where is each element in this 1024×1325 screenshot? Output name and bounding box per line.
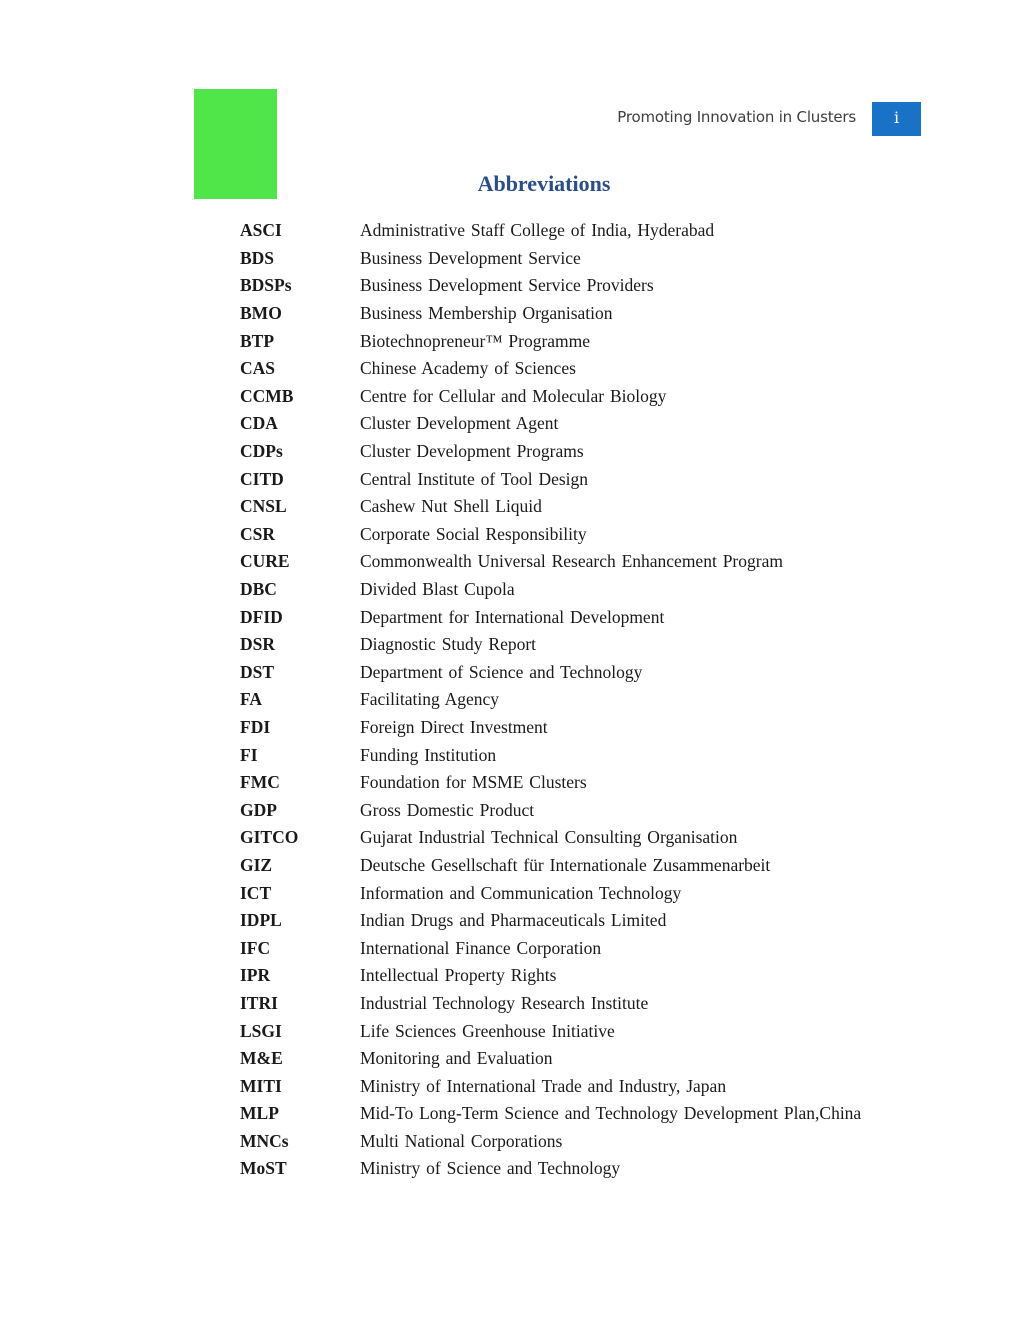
abbreviation-definition: Centre for Cellular and Molecular Biology — [360, 385, 667, 406]
abbreviation-definition: Ministry of International Trade and Industry, Japan — [360, 1075, 727, 1096]
abbreviation-row — [240, 438, 861, 466]
abbreviation-term: DFID — [240, 606, 283, 627]
abbreviation-row — [240, 907, 861, 935]
abbreviation-term: CURE — [240, 551, 290, 572]
abbreviation-term: IPR — [240, 965, 271, 986]
abbreviation-term: CITD — [240, 468, 284, 489]
abbreviation-definition: Department of Science and Technology — [360, 661, 643, 682]
abbreviation-term: DBC — [240, 579, 277, 600]
abbreviation-term: ICT — [240, 882, 272, 903]
abbreviation-row — [240, 521, 861, 549]
abbreviation-term: FI — [240, 744, 258, 765]
abbreviation-term: CSR — [240, 523, 276, 544]
abbreviation-definition: Indian Drugs and Pharmaceuticals Limited — [360, 910, 667, 931]
abbreviation-definition: Mid-To Long-Term Science and Technology Development Plan,China — [360, 1103, 862, 1124]
abbreviation-row — [240, 631, 861, 659]
abbreviation-definition: Information and Communication Technology — [360, 882, 682, 903]
abbreviation-term: ITRI — [240, 992, 278, 1013]
abbreviation-row — [240, 355, 861, 383]
abbreviation-row — [240, 1045, 861, 1073]
abbreviation-row — [240, 217, 861, 245]
abbreviation-definition: Foundation for MSME Clusters — [360, 772, 587, 793]
abbreviation-term: CAS — [240, 358, 276, 379]
abbreviation-term: IFC — [240, 937, 271, 958]
abbreviation-term: BMO — [240, 303, 282, 324]
abbreviation-term: BTP — [240, 330, 275, 351]
abbreviation-definition: Cluster Development Programs — [360, 441, 584, 462]
abbreviation-row — [240, 493, 861, 521]
abbreviation-row — [240, 410, 861, 438]
abbreviation-term: CDPs — [240, 441, 283, 462]
abbreviation-row — [240, 769, 861, 797]
abbreviation-definition: Monitoring and Evaluation — [360, 1048, 553, 1069]
abbreviation-row — [240, 686, 861, 714]
abbreviation-row — [240, 548, 861, 576]
abbreviations-list — [240, 217, 861, 1183]
abbreviation-row — [240, 1100, 861, 1128]
abbreviation-term: FMC — [240, 772, 280, 793]
abbreviation-row — [240, 383, 861, 411]
abbreviation-row — [240, 465, 861, 493]
abbreviation-definition: Facilitating Agency — [360, 689, 500, 710]
abbreviation-definition: Foreign Direct Investment — [360, 716, 548, 737]
abbreviation-row — [240, 990, 861, 1018]
abbreviation-definition: Business Development Service — [360, 247, 581, 268]
abbreviation-row — [240, 1072, 861, 1100]
abbreviation-definition: Diagnostic Study Report — [360, 634, 537, 655]
abbreviation-definition: Commonwealth Universal Research Enhancement Program — [360, 551, 783, 572]
abbreviation-definition: Business Development Service Providers — [360, 275, 654, 296]
abbreviation-definition: Administrative Staff College of India, Hyderabad — [360, 220, 715, 241]
abbreviation-row — [240, 852, 861, 880]
abbreviation-row — [240, 824, 861, 852]
abbreviation-row — [240, 1155, 861, 1183]
abbreviation-term: BDS — [240, 247, 275, 268]
abbreviation-definition: Corporate Social Responsibility — [360, 523, 587, 544]
abbreviation-row — [240, 603, 861, 631]
abbreviation-term: ASCI — [240, 220, 282, 241]
abbreviation-row — [240, 245, 861, 273]
abbreviation-definition: Deutsche Gesellschaft für Internationale Zusammenarbeit — [360, 854, 771, 875]
abbreviation-definition: Central Institute of Tool Design — [360, 468, 589, 489]
abbreviation-row — [240, 879, 861, 907]
abbreviation-term: GDP — [240, 799, 277, 820]
abbreviation-definition: Chinese Academy of Sciences — [360, 358, 576, 379]
abbreviation-row — [240, 659, 861, 687]
abbreviation-definition: Cashew Nut Shell Liquid — [360, 496, 542, 517]
abbreviation-term: MNCs — [240, 1130, 289, 1151]
abbreviation-term: MITI — [240, 1075, 282, 1096]
abbreviation-term: IDPL — [240, 910, 282, 931]
abbreviation-definition: Biotechnopreneur™ Programme — [360, 330, 591, 351]
abbreviation-term: MLP — [240, 1103, 279, 1124]
abbreviation-definition: Intellectual Property Rights — [360, 965, 557, 986]
abbreviation-definition: Gujarat Industrial Technical Consulting Organisation — [360, 827, 738, 848]
abbreviation-definition: Ministry of Science and Technology — [360, 1158, 621, 1179]
abbreviation-definition: Life Sciences Greenhouse Initiative — [360, 1020, 615, 1041]
abbreviation-term: M&E — [240, 1048, 283, 1069]
abbreviation-term: LSGI — [240, 1020, 282, 1041]
abbreviation-term: MoST — [240, 1158, 287, 1179]
abbreviation-definition: Funding Institution — [360, 744, 497, 765]
abbreviation-term: DST — [240, 661, 275, 682]
abbreviation-term: DSR — [240, 634, 276, 655]
abbreviation-row — [240, 576, 861, 604]
abbreviation-row — [240, 962, 861, 990]
abbreviation-definition: Divided Blast Cupola — [360, 579, 515, 600]
abbreviation-term: BDSPs — [240, 275, 292, 296]
abbreviation-term: CNSL — [240, 496, 287, 517]
abbreviation-row — [240, 1128, 861, 1156]
running-header-title: Promoting Innovation in Clusters — [617, 108, 856, 126]
page-number-badge: i — [872, 102, 921, 136]
abbreviation-row — [240, 741, 861, 769]
abbreviation-row — [240, 796, 861, 824]
abbreviation-row — [240, 327, 861, 355]
abbreviation-term: GIZ — [240, 854, 273, 875]
abbreviation-term: GITCO — [240, 827, 299, 848]
abbreviation-row — [240, 934, 861, 962]
abbreviation-row — [240, 272, 861, 300]
abbreviation-term: CCMB — [240, 385, 294, 406]
abbreviation-term: CDA — [240, 413, 278, 434]
abbreviation-row — [240, 300, 861, 328]
abbreviation-row — [240, 1017, 861, 1045]
abbreviation-row — [240, 714, 861, 742]
abbreviation-definition: Business Membership Organisation — [360, 303, 613, 324]
abbreviation-definition: International Finance Corporation — [360, 937, 602, 958]
abbreviation-term: FA — [240, 689, 263, 710]
page-title: Abbreviations — [477, 171, 611, 196]
abbreviation-definition: Gross Domestic Product — [360, 799, 535, 820]
abbreviation-definition: Industrial Technology Research Institute — [360, 992, 649, 1013]
abbreviation-term: FDI — [240, 716, 271, 737]
abbreviation-definition: Cluster Development Agent — [360, 413, 559, 434]
abbreviation-definition: Multi National Corporations — [360, 1130, 563, 1151]
abbreviation-definition: Department for International Development — [360, 606, 665, 627]
